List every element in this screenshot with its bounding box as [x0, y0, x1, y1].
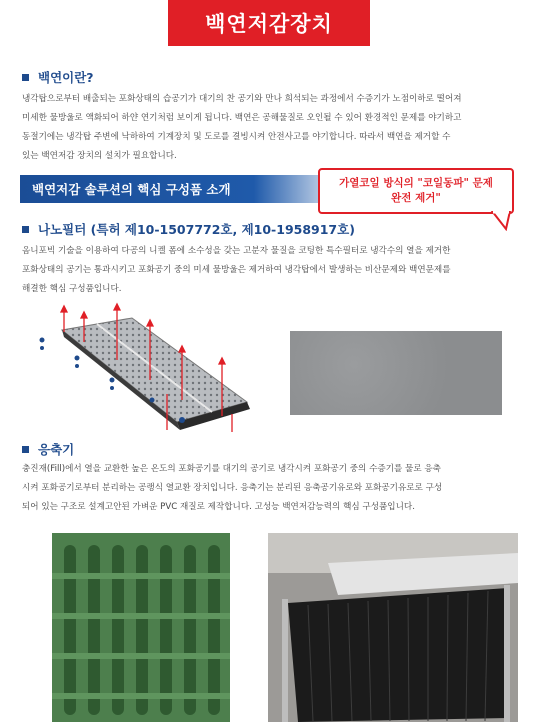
- white-smoke-description: [22, 90, 520, 166]
- text-line: 동절기에는 냉각탑 주변에 낙하하여 기계장치 및 도로를 결빙시켜 안전사고를 야기합니다. 따라서 백연을 제거할 수: [22, 132, 451, 142]
- section-heading-condenser: [22, 440, 74, 458]
- text-line: 포화상태의 공기는 통과시키고 포화공기 중의 미세 물방울은 제거하여 냉각탑에서 발생하는 비산문제와 백연문제를: [22, 265, 451, 275]
- condenser-panel-image: [52, 533, 230, 722]
- section-heading-text: 백연이란?: [38, 70, 94, 85]
- text-line: 해결한 핵심 구성품입니다.: [22, 284, 122, 294]
- text-line: 미세한 물방울로 액화되어 하얀 연기처럼 보이게 됩니다. 백연은 공해물질로 오인될 수 있어 환경적인 문제를 야기하고: [22, 113, 462, 123]
- text-line: 있는 백연저감 장치의 설치가 필요합니다.: [22, 151, 177, 161]
- square-bullet-icon: [22, 446, 29, 453]
- section-heading-text: 응축기: [38, 442, 75, 457]
- text-line: 시켜 포화공기로부터 분리하는 공랭식 열교환 장치입니다. 응축기는 분리된 응축공기유로와 포화공기유로로 구성: [22, 483, 443, 493]
- callout-tail-icon: [490, 211, 512, 231]
- text-line: 되어 있는 구조로 설계고안된 가벼운 PVC 재질로 제작합니다. 고성능 백연저감능력의 핵심 구성품입니다.: [22, 502, 415, 512]
- page-title: 백연저감장치: [168, 0, 370, 46]
- square-bullet-icon: [22, 226, 29, 233]
- square-bullet-icon: [22, 74, 29, 81]
- callout-line: 가열코일 방식의 "코일동파" 문제: [339, 177, 493, 189]
- nano-filter-diagram: [22, 302, 252, 434]
- callout-line: 완전 제거": [391, 192, 441, 204]
- section-heading-text: 나노필터 (특허 제10-1507772호, 제10-1958917호): [38, 222, 355, 237]
- text-line: 옴니포빅 기술을 이용하여 다공의 니켈 폼에 소수성을 갖는 고분자 물질을 코팅한 특수필터로 냉각수의 열을 제거한: [22, 246, 451, 256]
- text-line: 충진재(Fill)에서 열을 교환한 높은 온도의 포화공기를 대기의 공기로 냉각시켜 포화공기 중의 수증기를 물로 응축: [22, 464, 441, 474]
- condenser-description: [22, 460, 520, 517]
- nano-filter-photo: [290, 331, 502, 415]
- text-line: 냉각탑으로부터 배출되는 포화상태의 습공기가 대기의 찬 공기와 만나 희석되는 과정에서 수증기가 노점이하로 떨어져: [22, 94, 462, 104]
- section-heading-white-smoke: [22, 68, 94, 86]
- solution-banner: 백연저감 솔루션의 핵심 구성품 소개: [20, 175, 354, 203]
- callout-box: [318, 168, 514, 214]
- nano-filter-description: [22, 242, 520, 299]
- condenser-photo: [268, 533, 518, 722]
- section-heading-nano-filter: [22, 220, 355, 238]
